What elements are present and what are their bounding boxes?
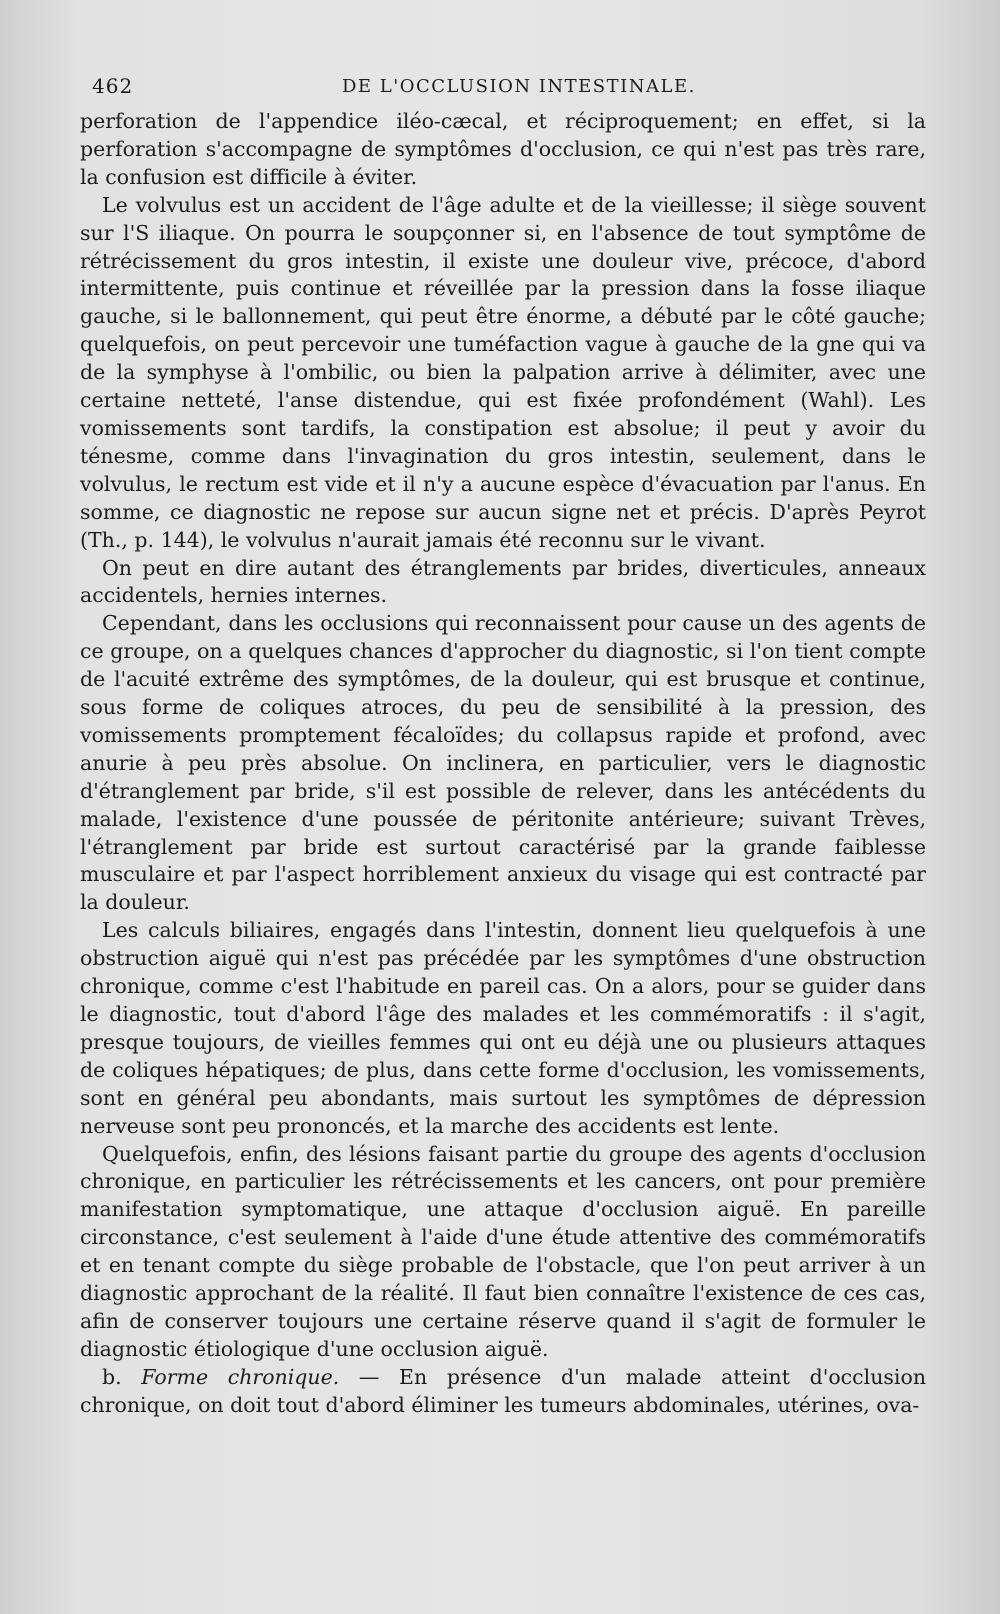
paragraph-last — [80, 1364, 926, 1420]
paragraph: Quelquefois, enfin, des lésions faisant partie du groupe des agents d'occlusion chronique, en particulier les rétrécissements et les cancers, ont pour première manifestation symptomatique, une attaque d'occlusion aiguë. En pareille circonstance, c'est seulement à l'aide d'une étude attentive des commémoratifs et en tenant compte du siège probable de l'obstacle, que l'on peut arriver à un diagnostic approchant de la réalité. Il faut bien connaître l'existence de ces cas, afin de conserver toujours une certaine réserve quand il s'agit de formuler le diagnostic étiologique d'une occlusion aiguë. — [80, 1141, 926, 1361]
paragraph: Les calculs biliaires, engagés dans l'intestin, donnent lieu quelquefois à une obstruction aiguë qui n'est pas précédée par les symptômes d'une obstruction chronique, comme c'est l'habitude en pareil cas. On a alors, pour se guider dans le diagnostic, tout d'abord l'âge des malades et les commémoratifs : il s'agit, presque toujours, de vieilles femmes qui ont eu déjà une ou plusieurs attaques de coliques hépatiques; de plus, dans cette forme d'occlusion, les vomissements, sont en général peu abondants, mais surtout les symptômes de dépression nerveuse sont peu prononcés, et la marche des accidents est lente. — [80, 918, 926, 1138]
running-title: DE L'OCCLUSION INTESTINALE. — [342, 76, 696, 97]
page-number: 462 — [92, 74, 134, 98]
page-header — [92, 74, 916, 104]
paragraph: Le volvulus est un accident de l'âge adulte et de la vieillesse; il siège souvent sur l'S iliaque. On pourra le soupçonner si, en l'absence de tout symptôme de rétrécissement du gros intestin, il existe une douleur vive, précoce, d'abord intermittente, puis continue et réveillée par la pression dans la fosse iliaque gauche, si le ballonnement, qui peut être énorme, a débuté par le côté gauche; quelquefois, on peut percevoir une tuméfaction vague à gauche de la gne qui va de la symphyse à l'ombilic, ou bien la palpation arrive à délimiter, avec une certaine netteté, l'anse distendue, qui est fixée profondément (Wahl). Les vomissements sont tardifs, la constipation est absolue; il peut y avoir du ténesme, comme dans l'invagination du gros intestin, seulement, dans le volvulus, le rectum est vide et il n'y a aucune espèce d'évacuation par l'anus. En somme, ce diagnostic ne repose sur aucun signe net et précis. D'après Peyrot (Th., p. 144), le volvulus n'aurait jamais été reconnu sur le vivant. — [80, 192, 926, 552]
section-marker: b. — [102, 1364, 142, 1389]
paragraph-text: — En présence d'un malade atteint d'occlusion chronique, on doit tout d'abord éliminer les tumeurs abdominales, utérines, ova- — [80, 1364, 927, 1417]
body-text — [80, 108, 926, 1420]
paragraph: On peut en dire autant des étranglements par brides, diverticules, anneaux accidentels, hernies internes. — [80, 555, 926, 608]
section-heading: Forme chronique. — [141, 1364, 340, 1389]
paragraph: perforation de l'appendice iléo-cæcal, et réciproquement; en effet, si la perforation s'accompagne de symptômes d'occlusion, ce qui n'est pas très rare, la confusion est difficile à éviter. — [80, 109, 926, 189]
paragraph: Cependant, dans les occlusions qui reconnaissent pour cause un des agents de ce groupe, on a quelques chances d'approcher du diagnostic, si l'on tient compte de l'acuité extrême des symptômes, de la douleur, qui est brusque et continue, sous forme de coliques atroces, du peu de sensibilité à la pression, des vomissements promptement fécaloïdes; du collapsus rapide et profond, avec anurie à peu près absolue. On inclinera, en particulier, vers le diagnostic d'étranglement par bride, s'il est possible de relever, dans les antécédents du malade, l'existence d'une poussée de péritonite antérieure; suivant Trèves, l'étranglement par bride est surtout caractérisé par la grande faiblesse musculaire et par l'aspect horriblement anxieux du visage qui est contracté par la douleur. — [80, 611, 926, 915]
